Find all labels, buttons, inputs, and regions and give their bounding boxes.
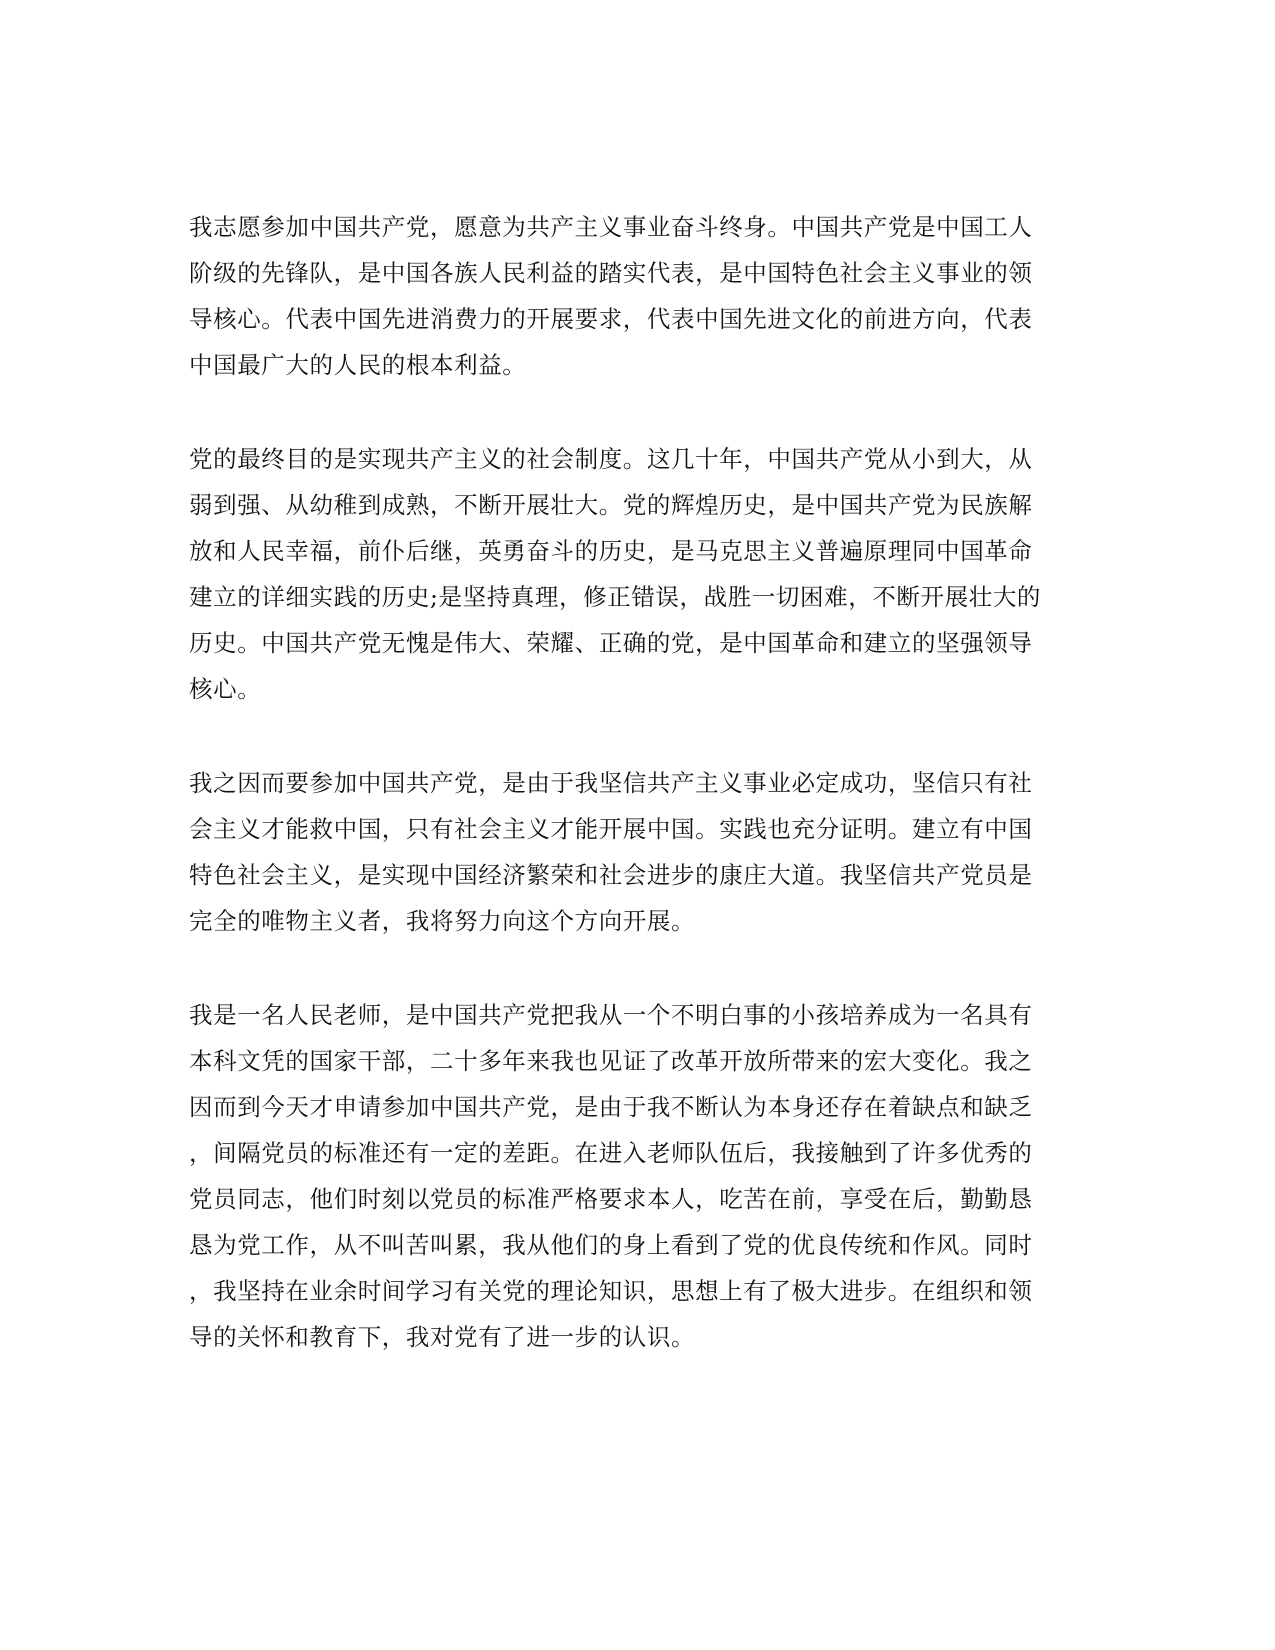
text-line: 建立的详细实践的历史;是坚持真理，修正错误，战胜一切困难，不断开展壮大的 <box>189 583 1042 611</box>
text-line: 导的关怀和教育下，我对党有了进一步的认识。 <box>189 1323 696 1351</box>
paragraph-spacer <box>189 712 1069 760</box>
text-line: 放和人民幸福，前仆后继，英勇奋斗的历史，是马克思主义普遍原理同中国革命 <box>189 537 1033 565</box>
text-line: 弱到强、从幼稚到成熟，不断开展壮大。党的辉煌历史，是中国共产党为民族解 <box>189 491 1033 519</box>
paragraph-spacer <box>189 944 1069 992</box>
paragraph-3 <box>189 760 1069 944</box>
paragraph-1 <box>189 204 1069 388</box>
text-line: 我之因而要参加中国共产党，是由于我坚信共产主义事业必定成功，坚信只有社 <box>189 769 1033 797</box>
paragraph-2 <box>189 436 1069 712</box>
paragraph-4 <box>189 992 1069 1360</box>
text-line: ，我坚持在业余时间学习有关党的理论知识，思想上有了极大进步。在组织和领 <box>189 1277 1033 1305</box>
text-line: 完全的唯物主义者，我将努力向这个方向开展。 <box>189 907 696 935</box>
text-line: 党员同志，他们时刻以党员的标准严格要求本人，吃苦在前，享受在后，勤勤恳 <box>189 1185 1033 1213</box>
text-line: 党的最终目的是实现共产主义的社会制度。这几十年，中国共产党从小到大，从 <box>189 445 1033 473</box>
text-line: 因而到今天才申请参加中国共产党，是由于我不断认为本身还存在着缺点和缺乏 <box>189 1093 1033 1121</box>
text-line: 我志愿参加中国共产党，愿意为共产主义事业奋斗终身。中国共产党是中国工人 <box>189 213 1033 241</box>
text-line: 特色社会主义，是实现中国经济繁荣和社会进步的康庄大道。我坚信共产党员是 <box>189 861 1033 889</box>
text-line: ，间隔党员的标准还有一定的差距。在进入老师队伍后，我接触到了许多优秀的 <box>189 1139 1033 1167</box>
text-line: 本科文凭的国家干部，二十多年来我也见证了改革开放所带来的宏大变化。我之 <box>189 1047 1033 1075</box>
text-line: 核心。 <box>189 675 262 703</box>
text-line: 恳为党工作，从不叫苦叫累，我从他们的身上看到了党的优良传统和作风。同时 <box>189 1231 1033 1259</box>
text-line: 阶级的先锋队，是中国各族人民利益的踏实代表，是中国特色社会主义事业的领 <box>189 259 1033 287</box>
text-line: 导核心。代表中国先进消费力的开展要求，代表中国先进文化的前进方向，代表 <box>189 305 1033 333</box>
paragraph-spacer <box>189 388 1069 436</box>
text-line: 中国最广大的人民的根本利益。 <box>189 351 527 379</box>
text-line: 我是一名人民老师，是中国共产党把我从一个不明白事的小孩培养成为一名具有 <box>189 1001 1033 1029</box>
text-line: 会主义才能救中国，只有社会主义才能开展中国。实践也充分证明。建立有中国 <box>189 815 1033 843</box>
text-line: 历史。中国共产党无愧是伟大、荣耀、正确的党，是中国革命和建立的坚强领导 <box>189 629 1033 657</box>
document-body <box>189 204 1069 1360</box>
